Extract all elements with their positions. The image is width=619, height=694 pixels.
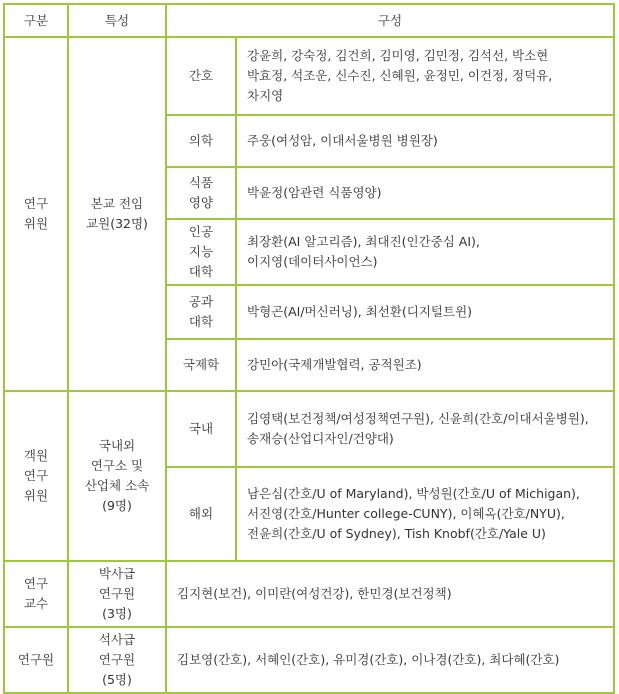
category-cell: 연구원: [4, 627, 68, 693]
trait-cell: 석사급 연구원 (5명): [68, 627, 166, 693]
table-row: [4, 627, 614, 693]
table-row: [4, 37, 614, 115]
trait-cell: 본교 전임 교원(32명): [68, 37, 166, 391]
field-cell: 의학: [166, 115, 236, 167]
table-body: [4, 37, 614, 693]
members-cell: 김영택(보건정책/여성정책연구원), 신윤희(간호/이대서울병원), 송재승(산업디자인/건양대): [236, 391, 614, 467]
field-cell: 국제학: [166, 339, 236, 391]
table-row: [4, 391, 614, 467]
table-row: [4, 561, 614, 627]
field-cell: 공과 대학: [166, 285, 236, 339]
field-cell: 해외: [166, 467, 236, 561]
field-cell: 식품 영양: [166, 167, 236, 219]
category-cell: 연구 교수: [4, 561, 68, 627]
members-cell: 최장환(AI 알고리즘), 최대진(인간중심 AI), 이지영(데이터사이언스): [236, 219, 614, 285]
members-cell: 박윤정(암관련 식품영양): [236, 167, 614, 219]
members-cell: 강윤희, 강숙정, 김건희, 김미영, 김민정, 김석선, 박소현 박효정, 석조운, 신수진, 신혜원, 윤정민, 이건정, 정덕유, 차지영: [236, 37, 614, 115]
members-cell: 김보영(간호), 서혜인(간호), 유미경(간호), 이나경(간호), 최다혜(간호): [166, 627, 614, 693]
header-category: 구분: [4, 4, 68, 37]
field-cell: 국내: [166, 391, 236, 467]
trait-cell: 박사급 연구원 (3명): [68, 561, 166, 627]
header-composition: 구성: [166, 4, 614, 37]
category-cell: 연구 위원: [4, 37, 68, 391]
members-cell: 강민아(국제개발협력, 공적원조): [236, 339, 614, 391]
members-cell: 주웅(여성암, 이대서울병원 병원장): [236, 115, 614, 167]
members-cell: 김지현(보건), 이미란(여성건강), 한민경(보건정책): [166, 561, 614, 627]
header-trait: 특성: [68, 4, 166, 37]
field-cell: 간호: [166, 37, 236, 115]
research-team-table: [3, 3, 615, 694]
header-row: [4, 4, 614, 37]
members-cell: 박형곤(AI/머신러닝), 최선환(디지털트윈): [236, 285, 614, 339]
category-cell: 객원 연구 위원: [4, 391, 68, 561]
field-cell: 인공 지능 대학: [166, 219, 236, 285]
members-cell: 남은심(간호/U of Maryland), 박성원(간호/U of Michigan), 서진영(간호/Hunter college-CUNY), 이혜옥(간호/NYU), 전윤희(간호/U of Sydney), Tish Knobf(간호/Yale U): [236, 467, 614, 561]
trait-cell: 국내외 연구소 및 산업체 소속 (9명): [68, 391, 166, 561]
